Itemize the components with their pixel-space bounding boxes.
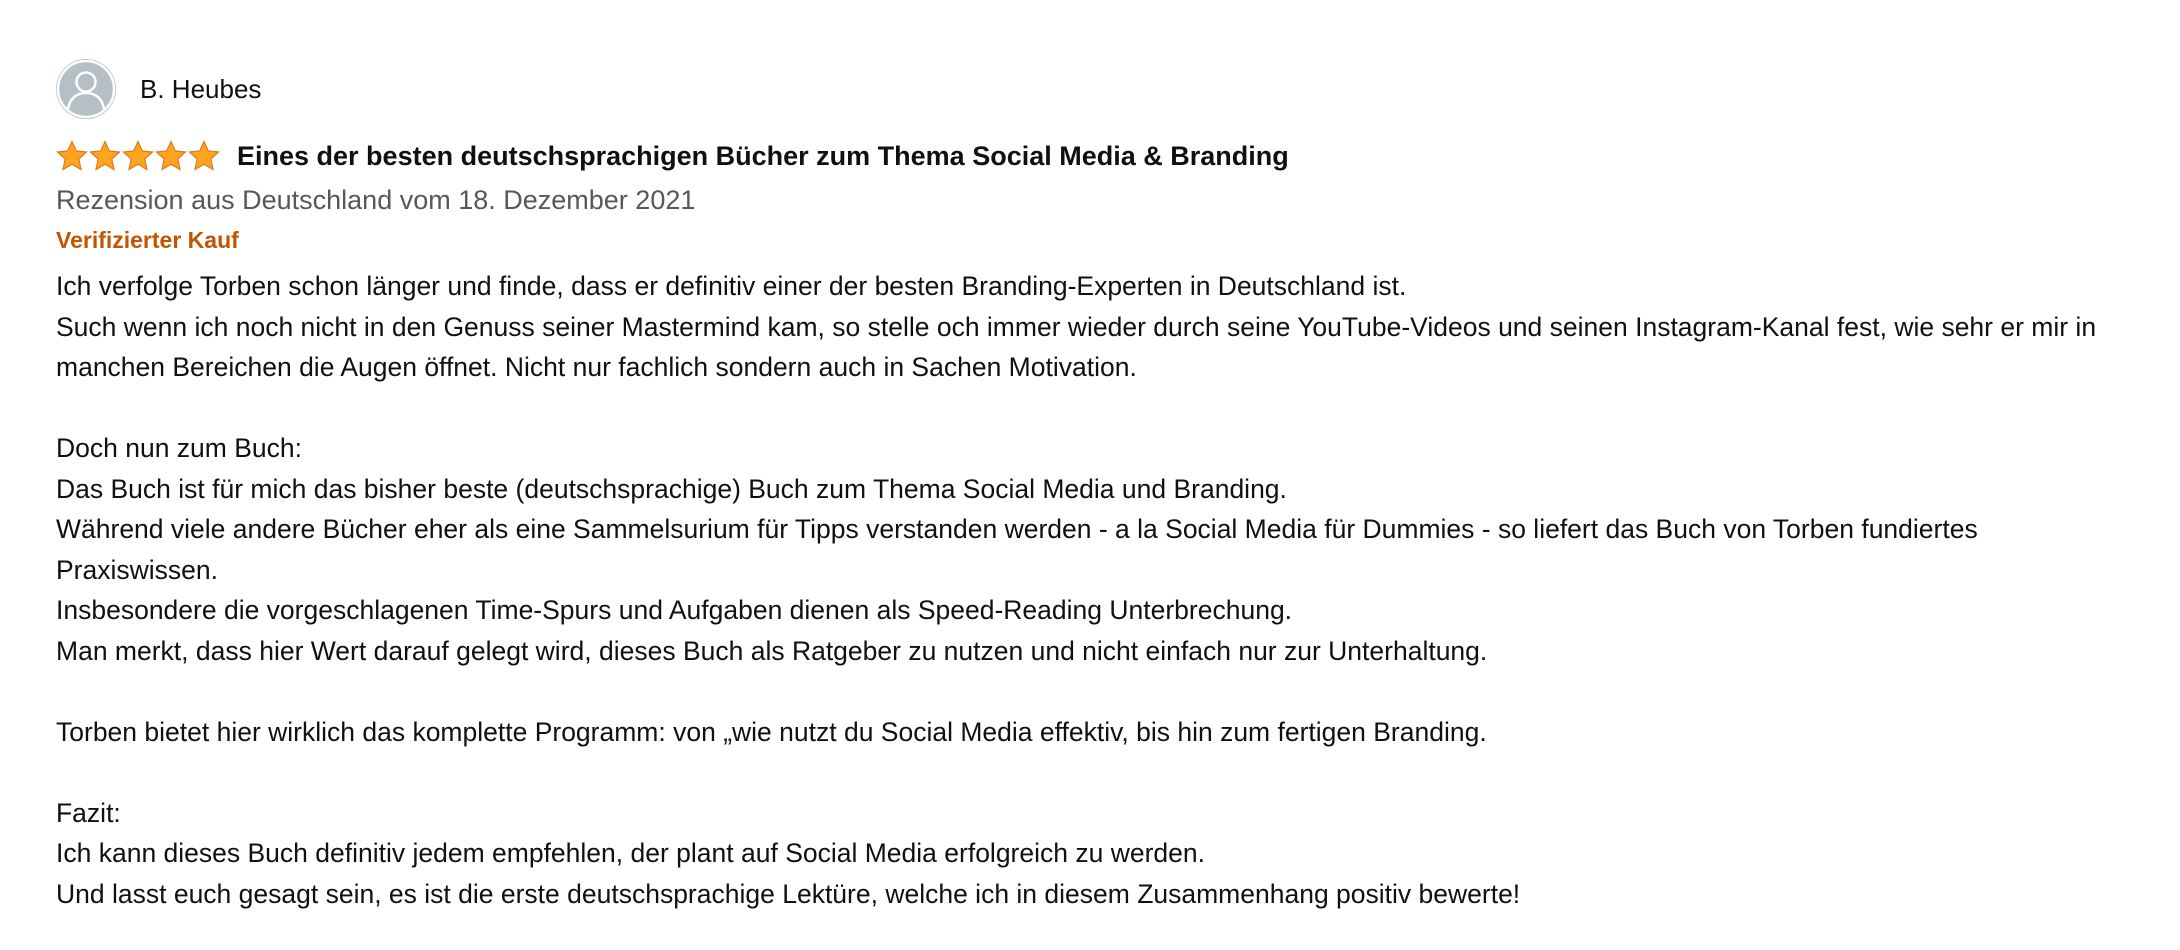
review-paragraph: Such wenn ich noch nicht in den Genuss seiner Mastermind kam, so stelle och immer wieder durch seine YouTube-Videos und seinen Instagram-Kanal fest, wie sehr er mir in manchen Bereichen die Augen öffnet. Nicht nur fachlich sondern auch in Sachen Motivation. [56, 311, 2097, 382]
review-paragraph: Das Buch ist für mich das bisher beste (deutschsprachige) Buch zum Thema Social Media und Branding. [56, 473, 1287, 504]
verified-purchase-badge[interactable]: Verifizierter Kauf [56, 227, 239, 253]
review-paragraph: Insbesondere die vorgeschlagenen Time-Spurs und Aufgaben dienen als Speed-Reading Unterbrechung. [56, 595, 1293, 625]
star-icon [89, 140, 121, 172]
review-paragraph: Fazit: [56, 797, 121, 828]
review-paragraph: Man merkt, dass hier Wert darauf gelegt wird, dieses Buch als Ratgeber zu nutzen und nicht einfach nur zur Unterhaltung. [56, 635, 1488, 666]
review-paragraph: Ich kann dieses Buch definitiv jedem empfehlen, der plant auf Social Media erfolgreich zu werden. [56, 838, 1205, 868]
review-paragraph: Ich verfolge Torben schon länger und finde, dass er definitiv einer der besten Branding-Experten in Deutschland ist. [56, 271, 1407, 301]
review-title[interactable]: Eines der besten deutschsprachigen Bücher zum Thema Social Media & Branding [237, 140, 1289, 171]
review-paragraph: Und lasst euch gesagt sein, es ist die erste deutschsprachige Lektüre, welche ich in diesem Zusammenhang positiv bewerte! [56, 878, 1521, 909]
review-paragraph: Torben bietet hier wirklich das komplette Programm: von „wie nutzt du Social Media effektiv, bis hin zum fertigen Branding. [56, 716, 1487, 747]
star-icon [155, 140, 187, 172]
review-title-row [56, 138, 2146, 174]
review-paragraph: Doch nun zum Buch: [56, 433, 302, 463]
default-user-avatar-icon[interactable] [56, 59, 116, 119]
review-date: Rezension aus Deutschland vom 18. Dezember 2021 [56, 185, 696, 215]
reviewer-name[interactable]: B. Heubes [140, 73, 262, 104]
star-icon [56, 140, 88, 172]
review-paragraph: Während viele andere Bücher eher als eine Sammelsurium für Tipps verstanden werden - a la Social Media für Dummies - so liefert das Buch von Torben fundiertes Praxiswissen. [56, 514, 1978, 585]
reviewer-profile[interactable] [56, 58, 2146, 120]
review-card [56, 58, 2146, 914]
star-icon [122, 140, 154, 172]
review-body [56, 266, 2146, 914]
star-icon [188, 140, 220, 172]
star-rating[interactable] [56, 140, 221, 172]
